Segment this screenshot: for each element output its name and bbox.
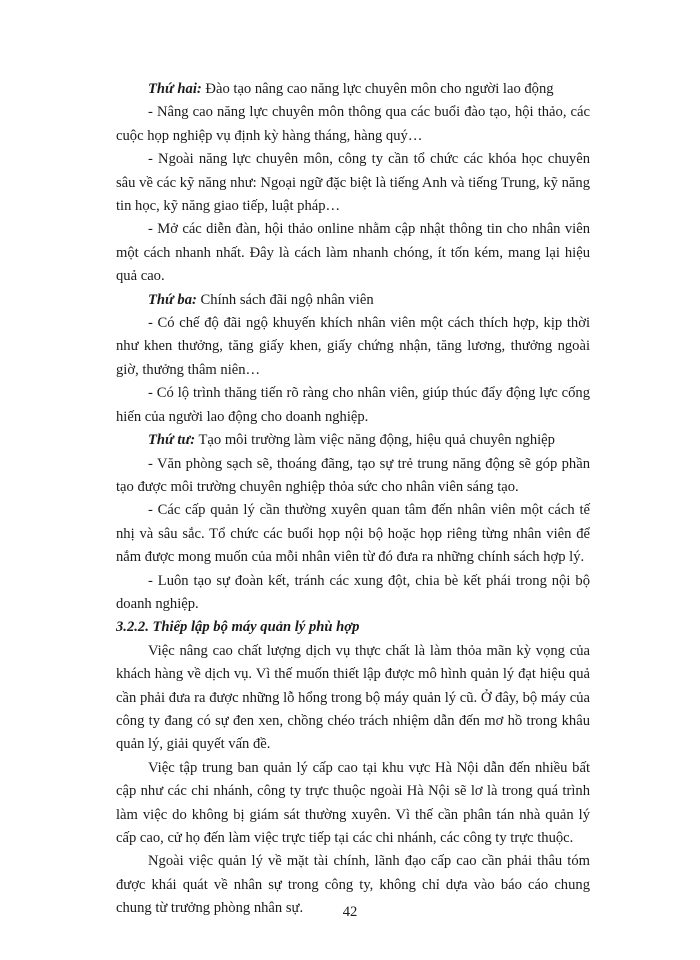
bullet-item: - Văn phòng sạch sẽ, thoáng đãng, tạo sự trẻ trung năng động sẽ góp phần tạo được môi trường chuyên nghiệp thỏa sức cho nhân viên sáng tạo.	[116, 455, 590, 495]
lead-title: Tạo môi trường làm việc năng động, hiệu quả chuyên nghiệp	[198, 432, 555, 449]
section-heading: 3.2.2. Thiếp lập bộ máy quản lý phù hợp	[116, 619, 360, 636]
section-lead-fourth	[116, 429, 590, 452]
lead-label: Thứ hai:	[148, 81, 202, 97]
section-lead-second	[116, 78, 590, 101]
lead-label: Thứ ba:	[148, 291, 197, 308]
bullet-item: - Các cấp quản lý cần thường xuyên quan tâm đến nhân viên một cách tế nhị và sâu sắc. Tổ chức các buổi họp nội bộ hoặc họp riêng từng nhân viên để nắm được mong muốn của mỗi nhân viên từ đó đưa ra những chính sách hợp lý.	[116, 502, 590, 566]
lead-label: Thứ tư:	[148, 432, 196, 449]
bullet-item: - Có chế độ đãi ngộ khuyến khích nhân viên một cách thích hợp, kịp thời như khen thưởng, tăng giấy khen, giấy chứng nhận, tăng lương, thưởng ngoài giờ, thưởng thâm niên…	[116, 315, 590, 378]
document-body	[116, 78, 590, 921]
section-lead-third	[116, 289, 590, 312]
bullet-item: - Nâng cao năng lực chuyên môn thông qua các buổi đào tạo, hội thảo, các cuộc họp nghiệp vụ định kỳ hàng tháng, hàng quý…	[116, 104, 590, 144]
bullet-item: - Luôn tạo sự đoàn kết, tránh các xung đột, chia bè kết phái trong nội bộ doanh nghiệp.	[116, 572, 590, 612]
body-paragraph: Ngoài việc quản lý về mặt tài chính, lãnh đạo cấp cao cần phải thâu tóm được khái quát về nhân sự trong công ty, không chỉ dựa vào báo cáo chung chung từ trưởng phòng nhân sự.	[116, 853, 590, 917]
lead-title: Đào tạo nâng cao năng lực chuyên môn cho người lao động	[205, 81, 554, 97]
bullet-item: - Có lộ trình thăng tiến rõ ràng cho nhân viên, giúp thúc đẩy động lực cống hiến của người lao động cho doanh nghiệp.	[116, 385, 590, 425]
body-paragraph: Việc tập trung ban quản lý cấp cao tại khu vực Hà Nội dẫn đến nhiều bất cập như các chi nhánh, công ty trực thuộc ngoài Hà Nội sẽ lơ là trong quá trình làm việc do không bị giám sát thường xuyên. Vì thế cần phân tán nhà quản lý cấp cao, cử họ đến làm việc trực tiếp tại các chi nhánh, các công ty trực thuộc.	[116, 759, 590, 846]
lead-title: Chính sách đãi ngộ nhân viên	[200, 291, 374, 308]
bullet-item: - Ngoài năng lực chuyên môn, công ty cần tổ chức các khóa học chuyên sâu về các kỹ năng như: Ngoại ngữ đặc biệt là tiếng Anh và tiếng Trung, kỹ năng tin học, kỹ năng giao tiếp, luật pháp…	[116, 151, 590, 215]
page-number: 42	[342, 904, 358, 920]
body-paragraph: Việc nâng cao chất lượng dịch vụ thực chất là làm thỏa mãn kỳ vọng của khách hàng về dịch vụ. Vì thế muốn thiết lập được mô hình quản lý đạt hiệu quả cần phải đưa ra được những lỗ hổng trong bộ máy quản lý cũ. Ở đây, bộ máy của công ty đang có sự đen xen, chồng chéo trách nhiệm dẫn đến mơ hồ trong khâu quản lý, giải quyết vấn đề.	[116, 642, 590, 753]
bullet-item: - Mở các diễn đàn, hội thảo online nhằm cập nhật thông tin cho nhân viên một cách nhanh nhất. Đây là cách làm nhanh chóng, ít tốn kém, mang lại hiệu quả cao.	[116, 221, 590, 285]
